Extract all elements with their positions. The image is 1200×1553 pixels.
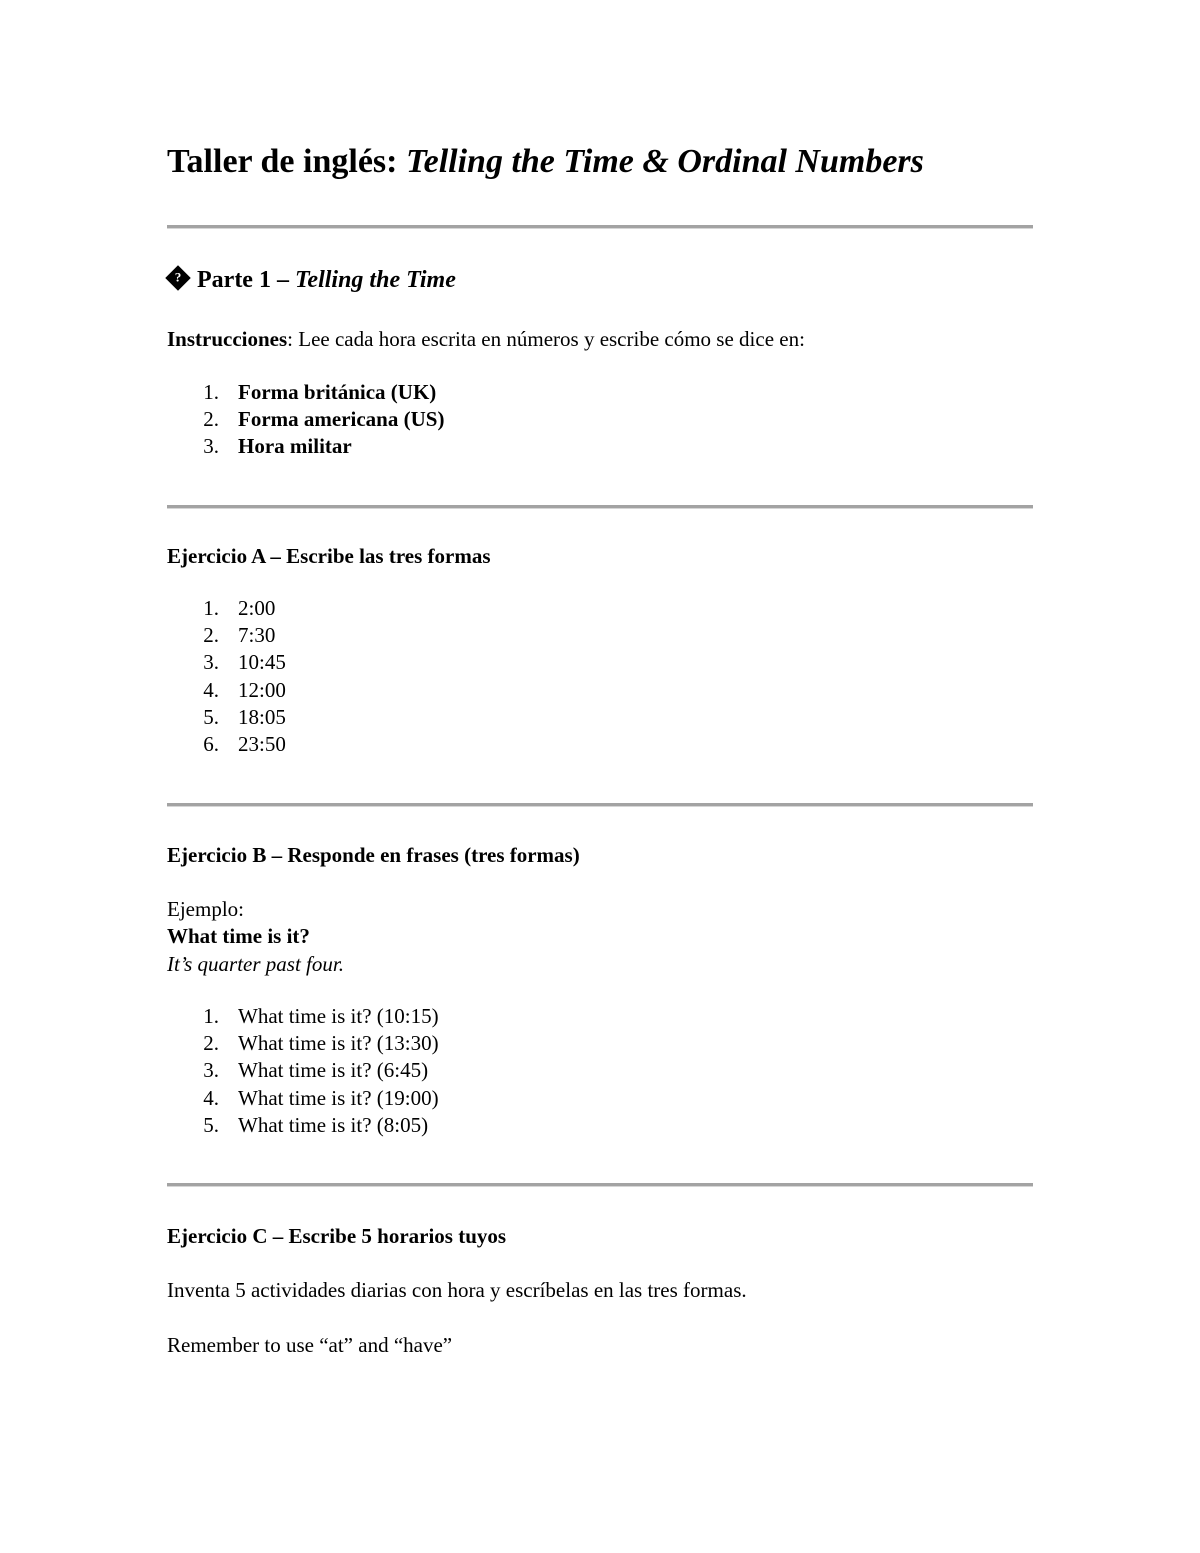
list-item-number: 5.: [203, 704, 219, 729]
part1-label: Parte 1 –: [197, 267, 289, 293]
exercise-a-heading: Ejercicio A – Escribe las tres formas: [167, 544, 491, 568]
instructions-text: : Lee cada hora escrita en números y escribe cómo se dice en:: [287, 327, 805, 351]
list-item: [167, 1112, 439, 1139]
list-item: [167, 406, 444, 433]
example-label: Ejemplo:: [167, 897, 244, 921]
list-item: [167, 1030, 439, 1057]
exercise-a-list: [167, 595, 286, 758]
list-item-text: What time is it? (19:00): [238, 1085, 439, 1110]
list-item: [167, 1085, 439, 1112]
title-prefix: Taller de inglés:: [167, 143, 398, 180]
list-item-text: 18:05: [238, 704, 286, 729]
list-item-number: 5.: [203, 1112, 219, 1137]
list-item: [167, 731, 286, 758]
list-item: [167, 622, 286, 649]
list-item-number: 2.: [203, 407, 219, 432]
exercise-b-heading: Ejercicio B – Responde en frases (tres formas): [167, 843, 580, 867]
list-item-number: 1.: [203, 380, 219, 404]
list-item-text: 12:00: [238, 677, 286, 702]
forms-list: [167, 379, 444, 461]
list-item-text: What time is it? (8:05): [238, 1112, 429, 1137]
part1-italic: Telling the Time: [294, 267, 456, 293]
part1-heading: [167, 264, 456, 296]
list-item-text: What time is it? (13:30): [238, 1031, 439, 1056]
list-item-text: What time is it? (10:15): [238, 1004, 439, 1028]
list-item: [167, 649, 286, 676]
example-answer: It’s quarter past four.: [167, 952, 344, 976]
list-item-text: 10:45: [238, 650, 286, 675]
list-item: [167, 1057, 439, 1084]
list-item: [167, 1003, 439, 1030]
list-item-text: 23:50: [238, 732, 286, 757]
divider: [167, 1183, 1033, 1187]
divider: [167, 803, 1033, 807]
list-item-text: Hora militar: [238, 434, 352, 459]
exercise-c-reminder: Remember to use “at” and “have”: [167, 1333, 453, 1357]
instructions-label: Instrucciones: [167, 327, 288, 351]
list-item-number: 2.: [203, 1031, 219, 1056]
list-item-number: 2.: [203, 623, 219, 648]
exercise-c-text: Inventa 5 actividades diarias con hora y escríbelas en las tres formas.: [167, 1278, 747, 1302]
instructions: [167, 325, 805, 353]
list-item-number: 4.: [203, 677, 219, 702]
list-item: [167, 433, 444, 460]
exercise-c-heading: Ejercicio C – Escribe 5 horarios tuyos: [167, 1224, 507, 1248]
list-item-text: 7:30: [238, 623, 276, 648]
list-item-number: 6.: [203, 732, 219, 757]
list-item-text: Forma americana (US): [238, 407, 445, 432]
list-item-number: 3.: [203, 650, 219, 675]
list-item-number: 3.: [203, 1058, 219, 1083]
title-italic: Telling the Time & Ordinal Numbers: [405, 143, 924, 180]
example-question: What time is it?: [167, 924, 310, 948]
list-item-number: 1.: [203, 596, 219, 620]
list-item-number: 4.: [203, 1085, 219, 1110]
list-item-number: 1.: [203, 1004, 219, 1028]
diamond-question-icon: ?: [165, 265, 191, 291]
divider: [167, 505, 1033, 509]
exercise-b-list: [167, 1003, 439, 1139]
document-title: [167, 140, 924, 184]
list-item: [167, 379, 444, 406]
list-item: [167, 677, 286, 704]
list-item: [167, 704, 286, 731]
divider: [167, 225, 1033, 229]
list-item-text: What time is it? (6:45): [238, 1058, 429, 1083]
list-item-number: 3.: [203, 434, 219, 459]
list-item-text: 2:00: [238, 596, 276, 620]
list-item: [167, 595, 286, 622]
list-item-text: Forma británica (UK): [238, 380, 437, 404]
